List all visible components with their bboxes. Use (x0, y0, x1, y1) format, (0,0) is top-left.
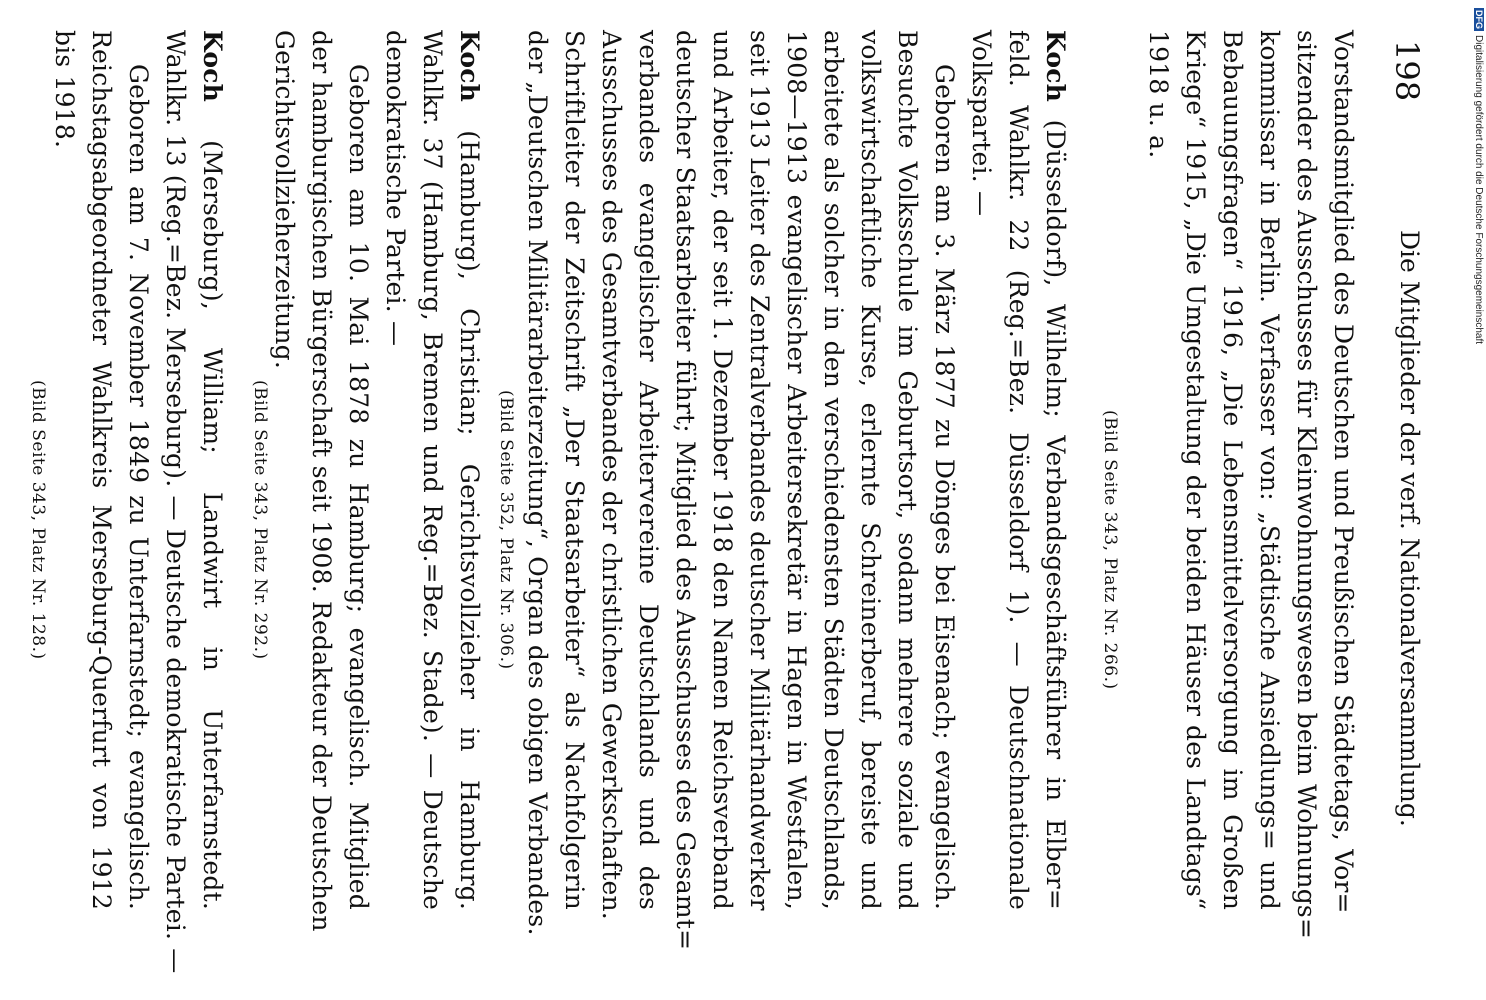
page-number: 198 (1388, 40, 1426, 102)
page-title: Die Mitglieder der verf. Nationalversammlung. (1395, 230, 1424, 827)
funding-text: Digitalisierung gefördert durch die Deutsche Forschungsgemeinschaft (1473, 35, 1484, 345)
text-line: der hamburgischen Bürgerschaft seit 1908. Redakteur der Deutschen (307, 30, 336, 932)
text-line: seit 1913 Leiter des Zentralverbandes deutscher Militärhandwerker (745, 30, 774, 911)
text-line: Wahlkr. 37 (Hamburg, Bremen und Reg.=Bez. Stade). — Deutsche (418, 30, 447, 910)
text-line: und Arbeiter, der seit 1. Dezember 1918 den Namen Reichsverband (708, 30, 737, 910)
text-line: Bebauungsfragen“ 1916, „Die Lebensmittelversorgung im Großen (1218, 30, 1247, 910)
text-fragment: (Hamburg), Christian; Gerichtsvollzieher in Hamburg. (455, 130, 484, 910)
text-line: volkswirtschaftliche Kurse, erlernte Schreinerberuf, bereiste und (856, 30, 885, 910)
image-reference: (Bild Seite 343, Platz Nr. 292.) (250, 380, 270, 660)
text-line: arbeitete als solcher in den verschiedensten Städten Deutschlands, (819, 30, 848, 910)
text-line: Schriftleiter der Zeitschrift „Der Staatsarbeiter“ als Nachfolgerin (560, 30, 589, 910)
text-line: Gerichtsvollzieherzeitung. (270, 30, 299, 370)
image-reference: (Bild Seite 343, Platz Nr. 128.) (28, 380, 48, 660)
text-line (457, 30, 482, 910)
text-line: Besuchte Volksschule im Geburtsort, sodann mehrere soziale und (893, 30, 922, 910)
text-line: Wahlkr. 13 (Reg.=Bez. Merseburg). — Deutsche demokratische Partei. — (161, 30, 190, 974)
member-name: Koch (198, 30, 227, 103)
text-line (200, 30, 225, 910)
text-line: Volkspartei. — (967, 30, 996, 217)
text-line: bis 1918. (50, 30, 79, 149)
rotated-page (0, 30, 1426, 990)
text-line: Ausschusses des Gesamtverbandes der christlichen Gewerkschaften. (597, 30, 626, 920)
text-line: kommissar in Berlin. Verfasser von: „Städtische Ansiedlungs= und (1255, 30, 1284, 910)
text-fragment: (Düsseldorf), Wilhelm; Verbandsgeschäftsführer in Elber= (1041, 119, 1070, 910)
text-line: verbandes evangelischer Arbeitervereine Deutschlands und des (634, 30, 663, 910)
text-line: der „Deutschen Militärarbeiterzeitung“, Organ des obigen Verbandes. (523, 30, 552, 936)
member-name: Koch (455, 30, 484, 103)
text-line: sitzender des Ausschusses für Kleinwohnungswesen beim Wohnungs= (1292, 30, 1321, 940)
text-line: Vorstandsmitglied des Deutschen und Preußischen Städtetags, Vor= (1329, 30, 1358, 914)
text-line: deutscher Staatsarbeiter führt; Mitglied des Ausschusses des Gesamt= (671, 30, 700, 951)
funding-note (1468, 8, 1486, 392)
text-line: 1908—1913 evangelischer Arbeitersekretär in Hagen in Westfalen, (782, 30, 811, 910)
text-line: Geboren am 7. November 1849 zu Unterfarnstedt; evangelisch. (124, 64, 153, 910)
member-name: Koch (1041, 30, 1070, 103)
text-line: feld. Wahlkr. 22 (Reg.=Bez. Düsseldorf 1). — Deutschnationale (1004, 30, 1033, 910)
image-reference: (Bild Seite 352, Platz Nr. 306.) (496, 390, 516, 670)
text-line: Kriege“ 1915, „Die Umgestaltung der beiden Häuser des Landtags“ (1181, 30, 1210, 910)
image-reference: (Bild Seite 343, Platz Nr. 266.) (1100, 410, 1120, 690)
dfg-logo: DFG (1474, 10, 1484, 29)
text-line: Geboren am 3. März 1877 zu Dönges bei Eisenach; evangelisch. (930, 64, 959, 910)
text-line: Geboren am 10. Mai 1878 zu Hamburg; evangelisch. Mitglied (344, 64, 373, 910)
text-line: demokratische Partei. — (381, 30, 410, 347)
text-line: 1918 u. a. (1144, 30, 1173, 159)
text-line (1043, 30, 1068, 910)
text-fragment: (Merseburg), William; Landwirt in Unterfarnstedt. (198, 140, 227, 910)
text-line: Reichstagsabgeordneter Wahlkreis Merseburg-Querfurt von 1912 (87, 30, 116, 910)
